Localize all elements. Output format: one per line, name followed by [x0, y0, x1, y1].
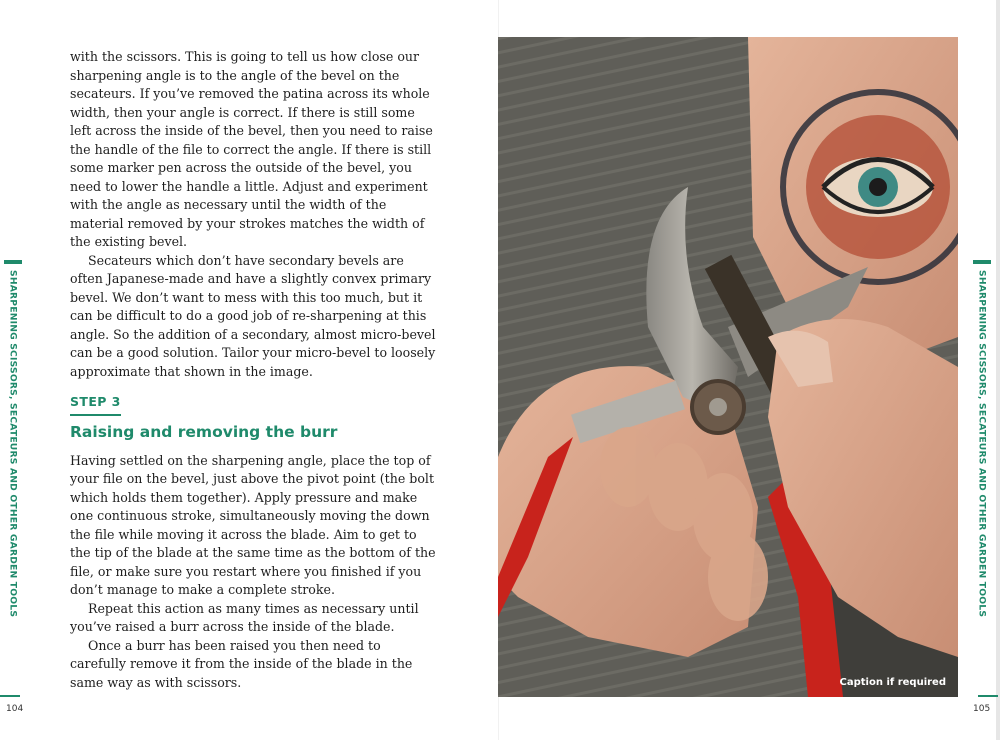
folio-rule-left: [0, 695, 20, 697]
pivot-bolt-center: [709, 398, 727, 416]
photo-illustration: [498, 37, 958, 697]
paragraph: Repeat this action as many times as necessary until you’ve raised a burr across the inside of the blade.: [70, 600, 419, 634]
tab-accent-bar: [973, 260, 991, 264]
paragraph: Having settled on the sharpening angle, place the top of your file on the bevel, just above the pivot point (the bolt which holds them together). Apply pressure and make one continuous stroke, simultaneously moving the down the file while moving it across the blade. Aim to get to the tip of the blade at the same time as the bottom of the file, or make sure you restart where you finished if you don’t manage to make a complete stroke.: [70, 452, 436, 597]
step-label: STEP 3: [70, 393, 121, 416]
running-head-right: [973, 260, 991, 618]
tab-accent-bar: [4, 260, 22, 264]
page-edge: [996, 0, 1000, 740]
paragraph: Once a burr has been raised you then need to carefully remove it from the inside of the blade in the same way as with scissors.: [70, 637, 413, 690]
running-head-left: [4, 260, 22, 618]
step-title: Raising and removing the burr: [70, 422, 338, 441]
folio-rule-right: [978, 695, 998, 697]
paragraph: Secateurs which don’t have secondary bevels are often Japanese-made and have a slightly convex primary bevel. We don’t want to mess with this too much, but it can be difficult to do a good job of re-sharpening at this angle. So the addition of a secondary, almost micro-bevel can be a good solution. Tailor your micro-bevel to loosely approximate that shown in the image.: [70, 252, 436, 379]
running-head-left-label: SHARPENING SCISSORS, SECATEURS AND OTHER GARDEN TOOLS: [7, 270, 19, 618]
body-text-column: [70, 48, 438, 692]
photo-caption: Caption if required: [839, 677, 946, 688]
paragraph: with the scissors. This is going to tell us how close our sharpening angle is to the angle of the bevel on the secateurs. If you’ve removed the patina across its whole width, then your angle is correct. If there is still some left across the inside of the bevel, then you need to raise the handle of the file to correct the angle. If there is still some marker pen across the outside of the bevel, you need to lower the handle a little. Adjust and experiment with the angle as necessary until the width of the material removed by your strokes matches the width of the existing bevel.: [70, 49, 433, 249]
page-number-left: 104: [6, 704, 24, 714]
secateurs-photo: [498, 37, 958, 697]
running-head-right-label: SHARPENING SCISSORS, SECATEURS AND OTHER GARDEN TOOLS: [976, 270, 988, 618]
page-number-right: 105: [973, 704, 991, 714]
